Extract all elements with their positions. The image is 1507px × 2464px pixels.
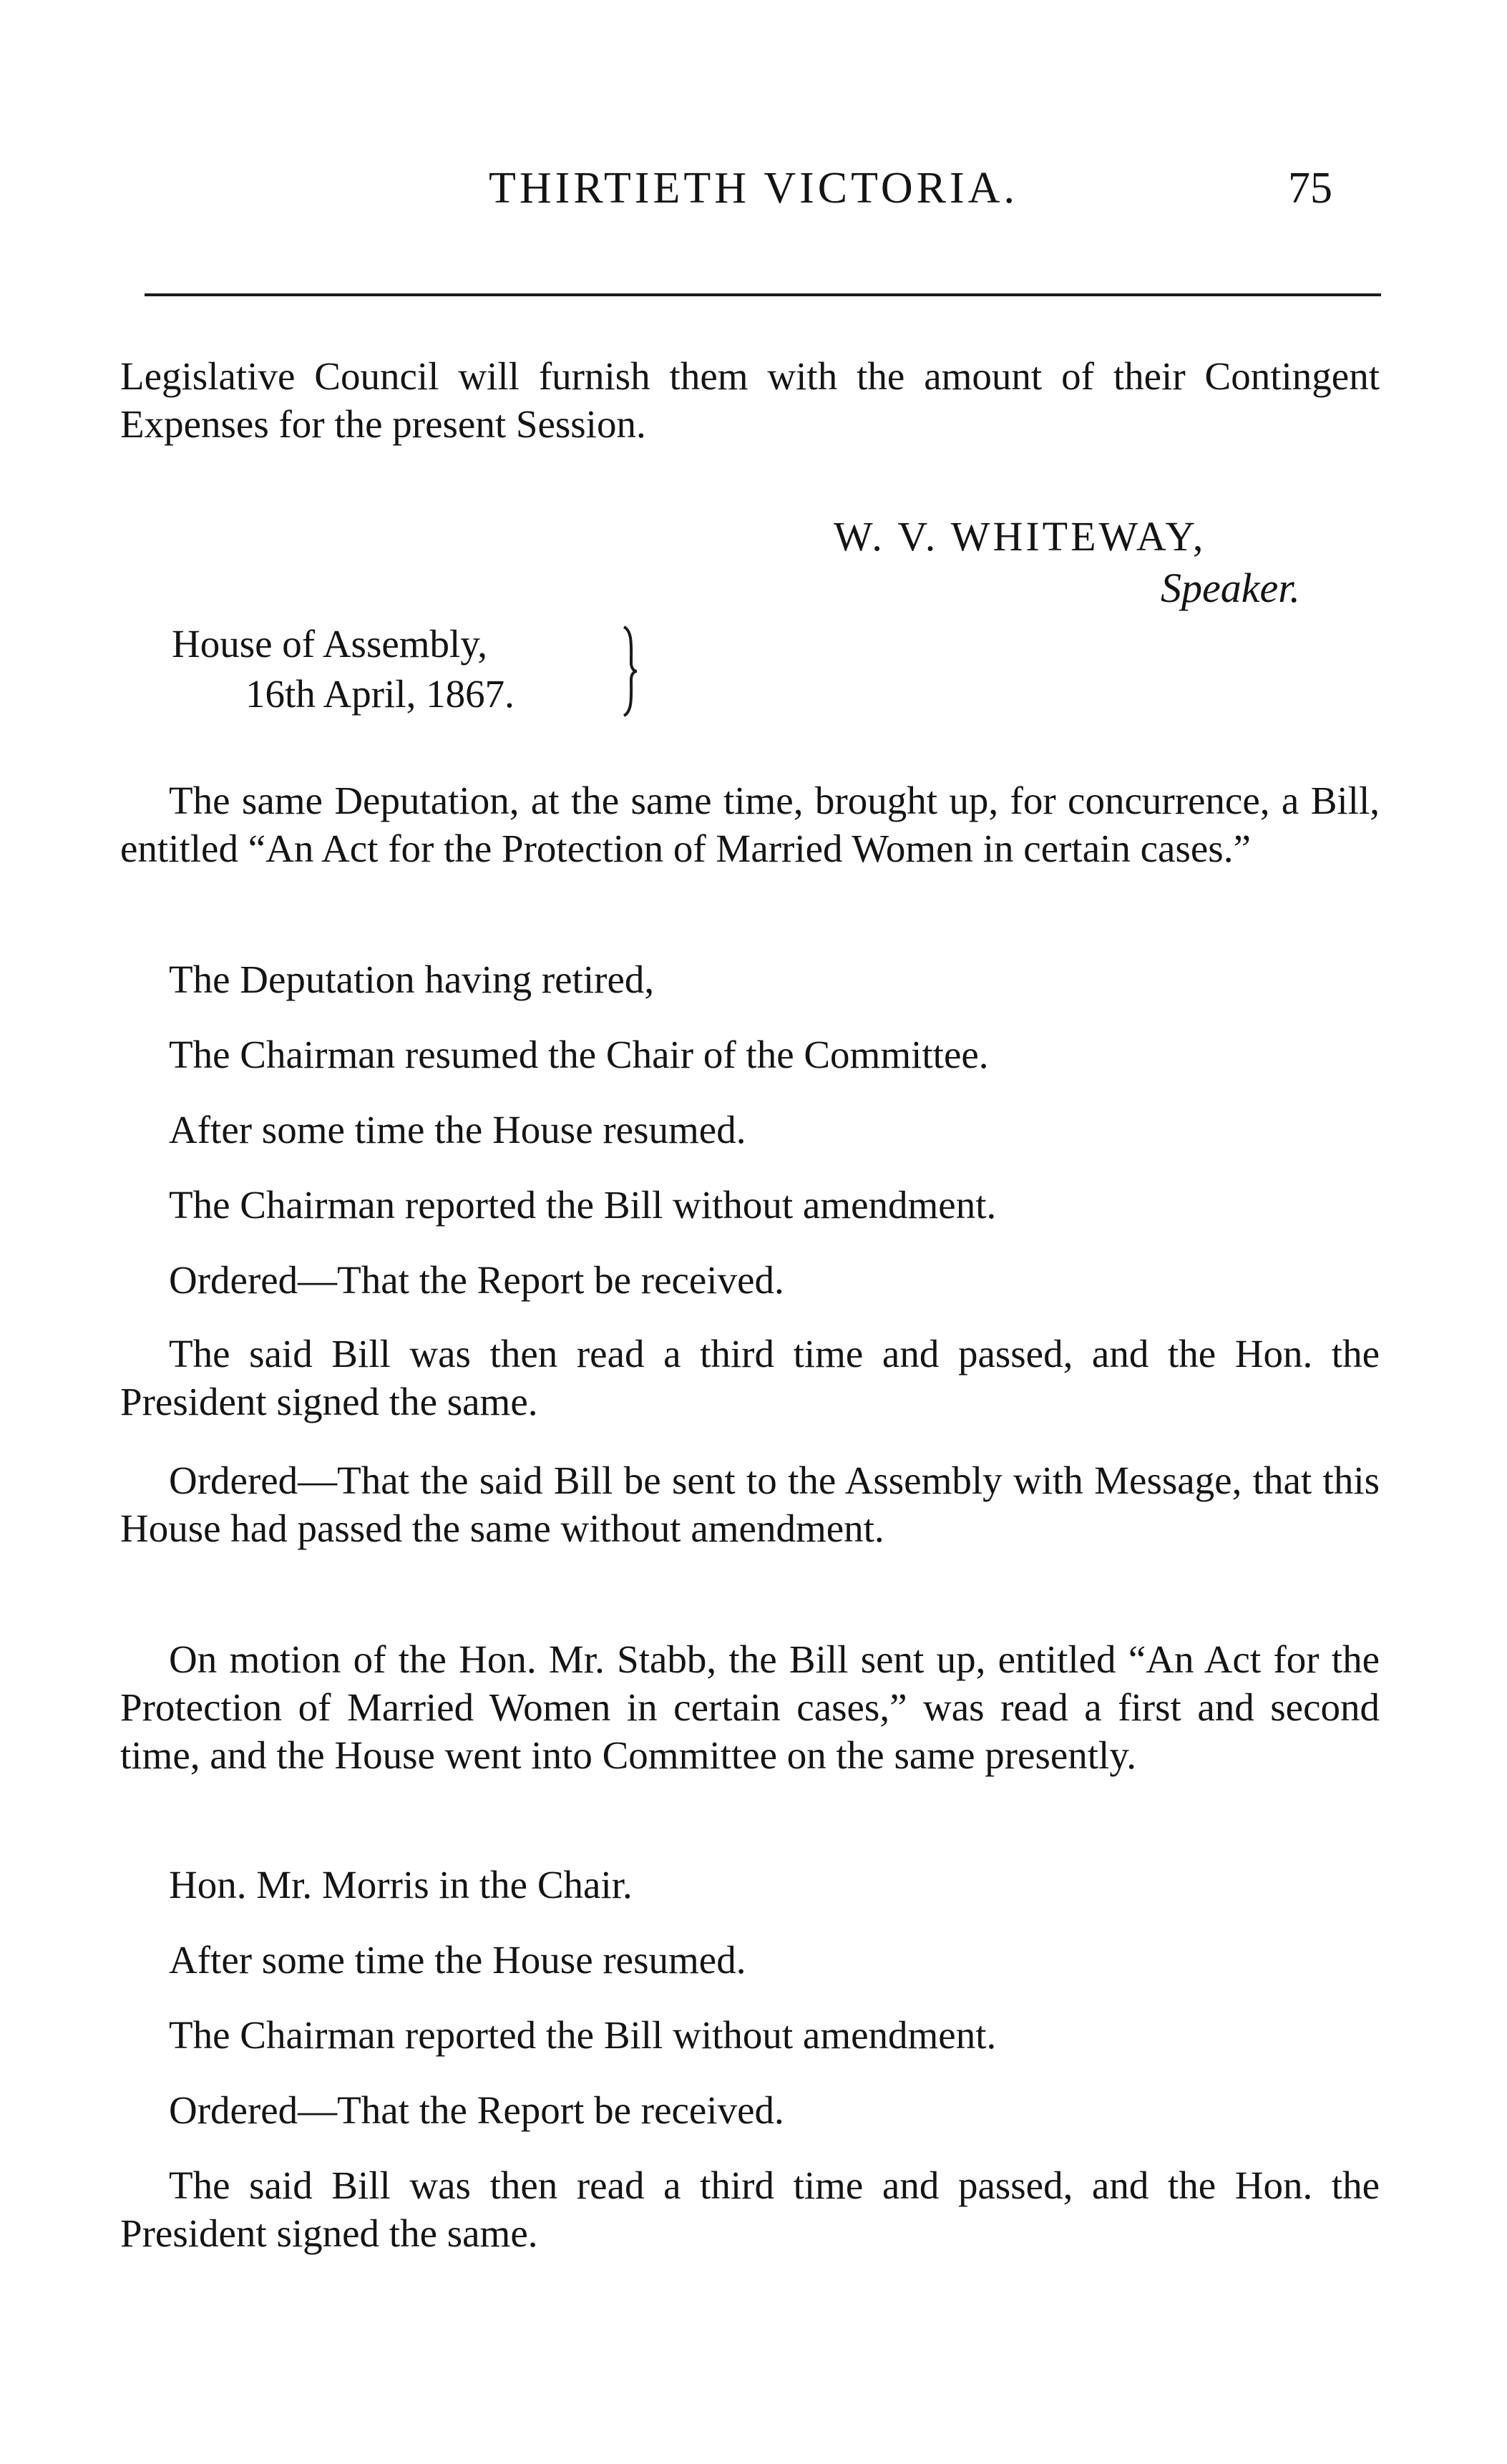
signer-name: W. V. WHITEWAY, [834, 513, 1206, 560]
signature-date: 16th April, 1867. [245, 672, 514, 716]
paragraph: The said Bill was then read a third time and passed, and the Hon. the President signed the same. [120, 2163, 1380, 2255]
signer-title: Speaker. [1161, 565, 1300, 611]
running-header-title: THIRTIETH VICTORIA. [489, 164, 1018, 213]
paragraph: On motion of the Hon. Mr. Stabb, the Bill sent up, entitled “An Act for the Protection of Married Women in certain cases,” was read a first and second time, and the House went into Committee on the same presently. [120, 1637, 1380, 1777]
paragraph: Ordered—That the said Bill be sent to the Assembly with Message, that this House had passed the same without amendment. [120, 1459, 1380, 1550]
signature-place: House of Assembly, [172, 622, 487, 666]
page-number: 75 [1288, 164, 1332, 213]
paragraph: Ordered—That the Report be received. [169, 1258, 784, 1302]
paragraph: Ordered—That the Report be received. [169, 2088, 784, 2132]
paragraph: The Deputation having retired, [169, 958, 655, 1001]
paragraph: The Chairman resumed the Chair of the Committee. [169, 1033, 989, 1076]
paragraph: Hon. Mr. Morris in the Chair. [169, 1863, 633, 1907]
brace-icon [621, 621, 640, 721]
paragraph: After some time the House resumed. [169, 1108, 746, 1151]
paragraph: The Chairman reported the Bill without amendment. [169, 1183, 997, 1227]
header-rule [145, 293, 1381, 296]
paragraph: The Chairman reported the Bill without amendment. [169, 2013, 997, 2057]
paragraph: The said Bill was then read a third time and passed, and the Hon. the President signed the same. [120, 1332, 1380, 1423]
paragraph: The same Deputation, at the same time, brought up, for concurrence, a Bill, entitled “An Act for the Protection of Married Women in certain cases.” [120, 779, 1380, 870]
message-text: Legislative Council will furnish them with the amount of their Contingent Expenses for the present Session. [120, 354, 1380, 446]
paragraph: After some time the House resumed. [169, 1938, 746, 1982]
